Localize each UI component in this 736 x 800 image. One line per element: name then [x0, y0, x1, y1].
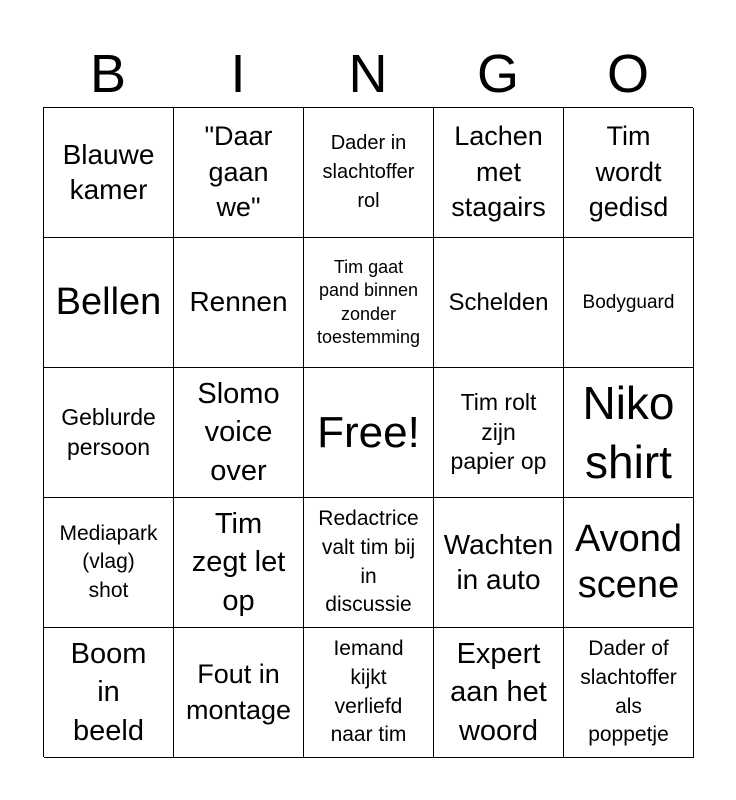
bingo-card-grid: [43, 107, 693, 757]
bingo-cell-r2c5[interactable]: Bodyguard: [564, 238, 694, 368]
bingo-cell-r2c3[interactable]: Tim gaat pand binnen zonder toestemming: [304, 238, 434, 368]
bingo-cell-free[interactable]: Free!: [304, 368, 434, 498]
bingo-cell-r1c5[interactable]: Tim wordt gedisd: [564, 108, 694, 238]
bingo-cell-r4c3[interactable]: Redactrice valt tim bij in discussie: [304, 498, 434, 628]
bingo-cell-r1c4[interactable]: Lachen met stagairs: [434, 108, 564, 238]
header-letter-o: O: [606, 44, 649, 104]
bingo-cell-r5c4[interactable]: Expert aan het woord: [434, 628, 564, 758]
bingo-cell-r4c4[interactable]: Wachten in auto: [434, 498, 564, 628]
bingo-cell-r3c1[interactable]: Geblurde persoon: [44, 368, 174, 498]
bingo-header: [43, 40, 693, 108]
header-letter-g: G: [476, 44, 519, 104]
header-letter-n: N: [348, 44, 388, 104]
bingo-cell-r1c1[interactable]: Blauwe kamer: [44, 108, 174, 238]
bingo-cell-r5c1[interactable]: Boom in beeld: [44, 628, 174, 758]
bingo-cell-r3c5[interactable]: Niko shirt: [564, 368, 694, 498]
bingo-cell-r5c3[interactable]: Iemand kijkt verliefd naar tim: [304, 628, 434, 758]
bingo-cell-r2c4[interactable]: Schelden: [434, 238, 564, 368]
bingo-cell-r1c3[interactable]: Dader in slachtoffer rol: [304, 108, 434, 238]
bingo-cell-r4c2[interactable]: Tim zegt let op: [174, 498, 304, 628]
bingo-cell-r3c2[interactable]: Slomo voice over: [174, 368, 304, 498]
bingo-cell-r5c2[interactable]: Fout in montage: [174, 628, 304, 758]
bingo-cell-r4c5[interactable]: Avond scene: [564, 498, 694, 628]
header-letter-b: B: [89, 44, 127, 104]
bingo-cell-r2c2[interactable]: Rennen: [174, 238, 304, 368]
bingo-cell-r4c1[interactable]: Mediapark (vlag) shot: [44, 498, 174, 628]
bingo-cell-r2c1[interactable]: Bellen: [44, 238, 174, 368]
bingo-cell-r3c4[interactable]: Tim rolt zijn papier op: [434, 368, 564, 498]
bingo-cell-r5c5[interactable]: Dader of slachtoffer als poppetje: [564, 628, 694, 758]
bingo-cell-r1c2[interactable]: "Daar gaan we": [174, 108, 304, 238]
header-letter-i: I: [230, 44, 246, 104]
